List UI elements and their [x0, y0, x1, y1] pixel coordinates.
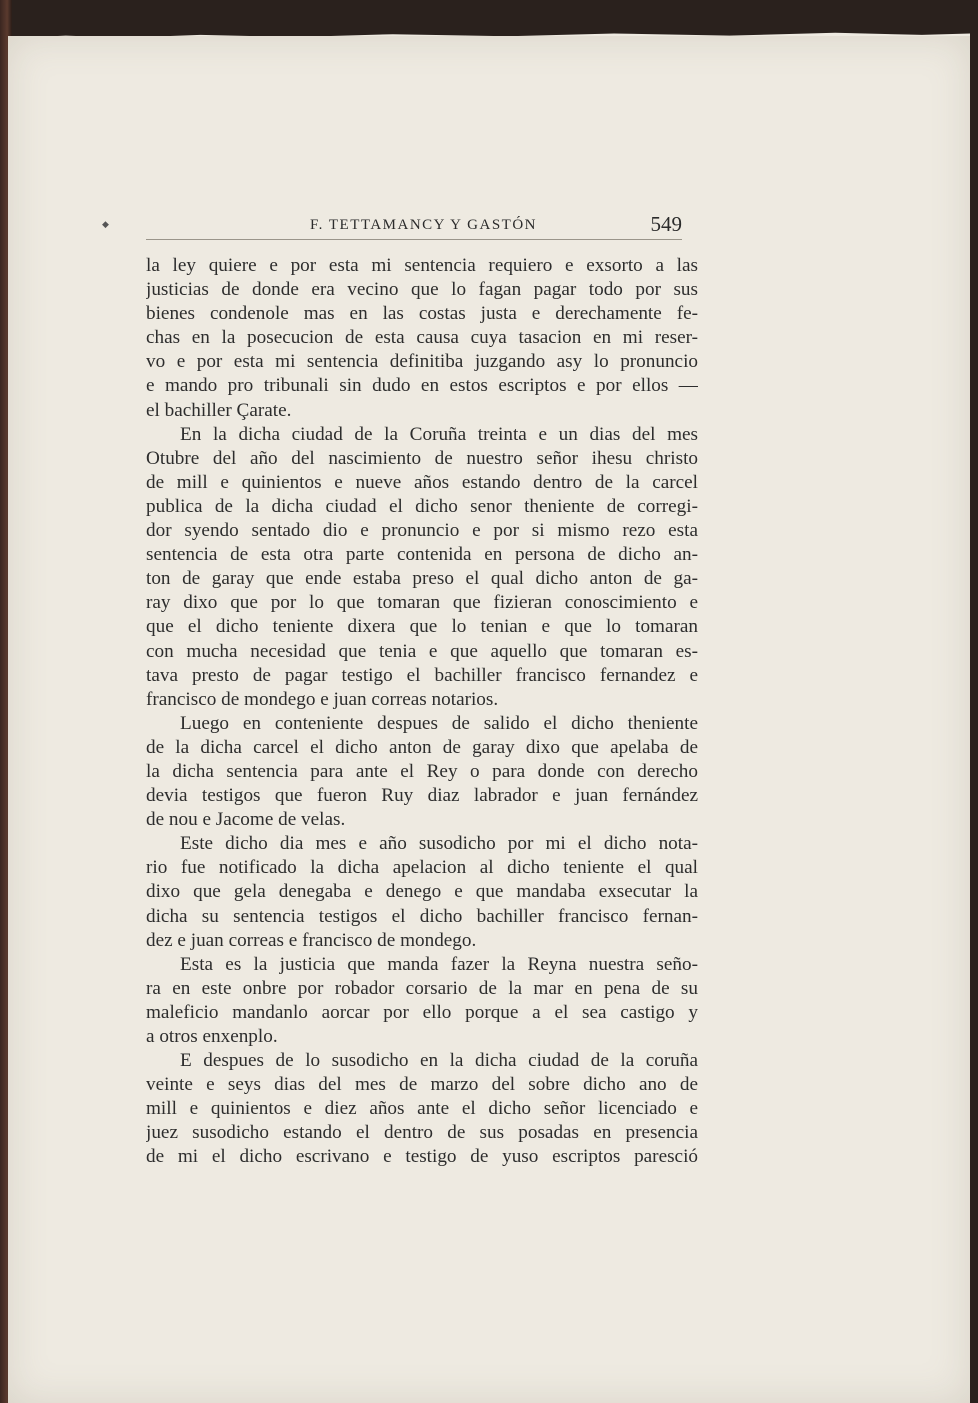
text-line: francisco de mondego e juan correas notarios. [146, 688, 499, 710]
text-line: vo e por esta mi sentencia definitiba juzgando asy lo pronuncio [146, 351, 698, 373]
header-rule [146, 239, 682, 240]
text-line: juez susodicho estando el dentro de sus posadas en presencia [146, 1122, 698, 1144]
text-line: que el dicho teniente dixera que lo tenian e que lo tomaran [146, 616, 698, 638]
paragraph-start: Esta es la justicia que manda fazer la Reyna nuestra seño- [180, 953, 698, 975]
page-number: 549 [650, 212, 682, 236]
text-line: dez e juan correas e francisco de mondego. [146, 929, 477, 951]
text-line: ra en este onbre por robador corsario de la mar en pena de su [146, 977, 698, 999]
text-line: e mando pro tribunali sin dudo en estos escriptos e por ellos — [146, 375, 698, 397]
text-line: chas en la posecucion de esta causa cuya tasacion en mi reser- [146, 327, 698, 349]
text-line: justicias de donde era vecino que lo fagan pagar todo por sus [146, 279, 698, 301]
text-line: dicha su sentencia testigos el dicho bachiller francisco fernan- [146, 905, 698, 927]
text-line: la ley quiere e por esta mi sentencia requiero e exsorto a las [146, 255, 698, 276]
text-line: rio fue notificado la dicha apelacion al dicho teniente el qual [146, 857, 698, 879]
text-line: sentencia de esta otra parte contenida en persona de dicho an- [146, 544, 698, 566]
text-line: mill e quinientos e diez años ante el dicho señor licenciado e [146, 1098, 698, 1120]
paragraph-start: En la dicha ciudad de la Coruña treinta e un dias del mes [180, 423, 698, 445]
text-line: ray dixo que por lo que tomaran que fizieran conoscimiento e [146, 592, 698, 614]
text-line: el bachiller Çarate. [146, 399, 292, 421]
text-line: la dicha sentencia para ante el Rey o para donde con derecho [146, 760, 698, 782]
text-line: dixo que gela denegaba e denego e que mandaba exsecutar la [146, 881, 698, 903]
running-title: F. TETTAMANCY Y GASTÓN [310, 217, 537, 233]
text-line: veinte e seys dias del mes de marzo del sobre dicho ano de [146, 1074, 698, 1096]
text-line: ton de garay que ende estaba preso el qual dicho anton de ga- [146, 568, 698, 590]
text-line: a otros enxenplo. [146, 1026, 278, 1047]
text-line: de mi el dicho escrivano e testigo de yuso escriptos paresció [146, 1146, 698, 1168]
text-line: de nou e Jacome de velas. [146, 809, 346, 831]
running-head [146, 212, 682, 238]
body-text [146, 254, 698, 1170]
text-line: de mill e quinientos e nueve años estando dentro de la carcel [146, 471, 698, 493]
text-line: de la dicha carcel el dicho anton de garay dixo que apelaba de [146, 736, 698, 758]
paragraph-start: Luego en conteniente despues de salido el dicho theniente [180, 712, 698, 734]
margin-mark: ◆ [102, 220, 109, 230]
text-line: con mucha necesidad que tenia e que aquello que tomaran es- [146, 640, 698, 662]
paragraph-start: E despues de lo susodicho en la dicha ciudad de la coruña [180, 1050, 698, 1072]
text-line: Otubre del año del nascimiento de nuestro señor ihesu christo [146, 447, 698, 469]
text-line: devia testigos que fueron Ruy diaz labrador e juan fernández [146, 785, 698, 807]
text-line: publica de la dicha ciudad el dicho senor theniente de corregi- [146, 495, 698, 517]
text-line: dor syendo sentado dio e pronuncio e por si mismo rezo esta [146, 520, 698, 542]
paragraph-start: Este dicho dia mes e año susodicho por mi el dicho nota- [180, 833, 698, 855]
text-line: maleficio mandanlo aorcar por ello porque a el sea castigo y [146, 1001, 698, 1023]
text-line: tava presto de pagar testigo el bachiller francisco fernandez e [146, 664, 698, 686]
text-line: bienes condenole mas en las costas justa e derechamente fe- [146, 303, 698, 325]
